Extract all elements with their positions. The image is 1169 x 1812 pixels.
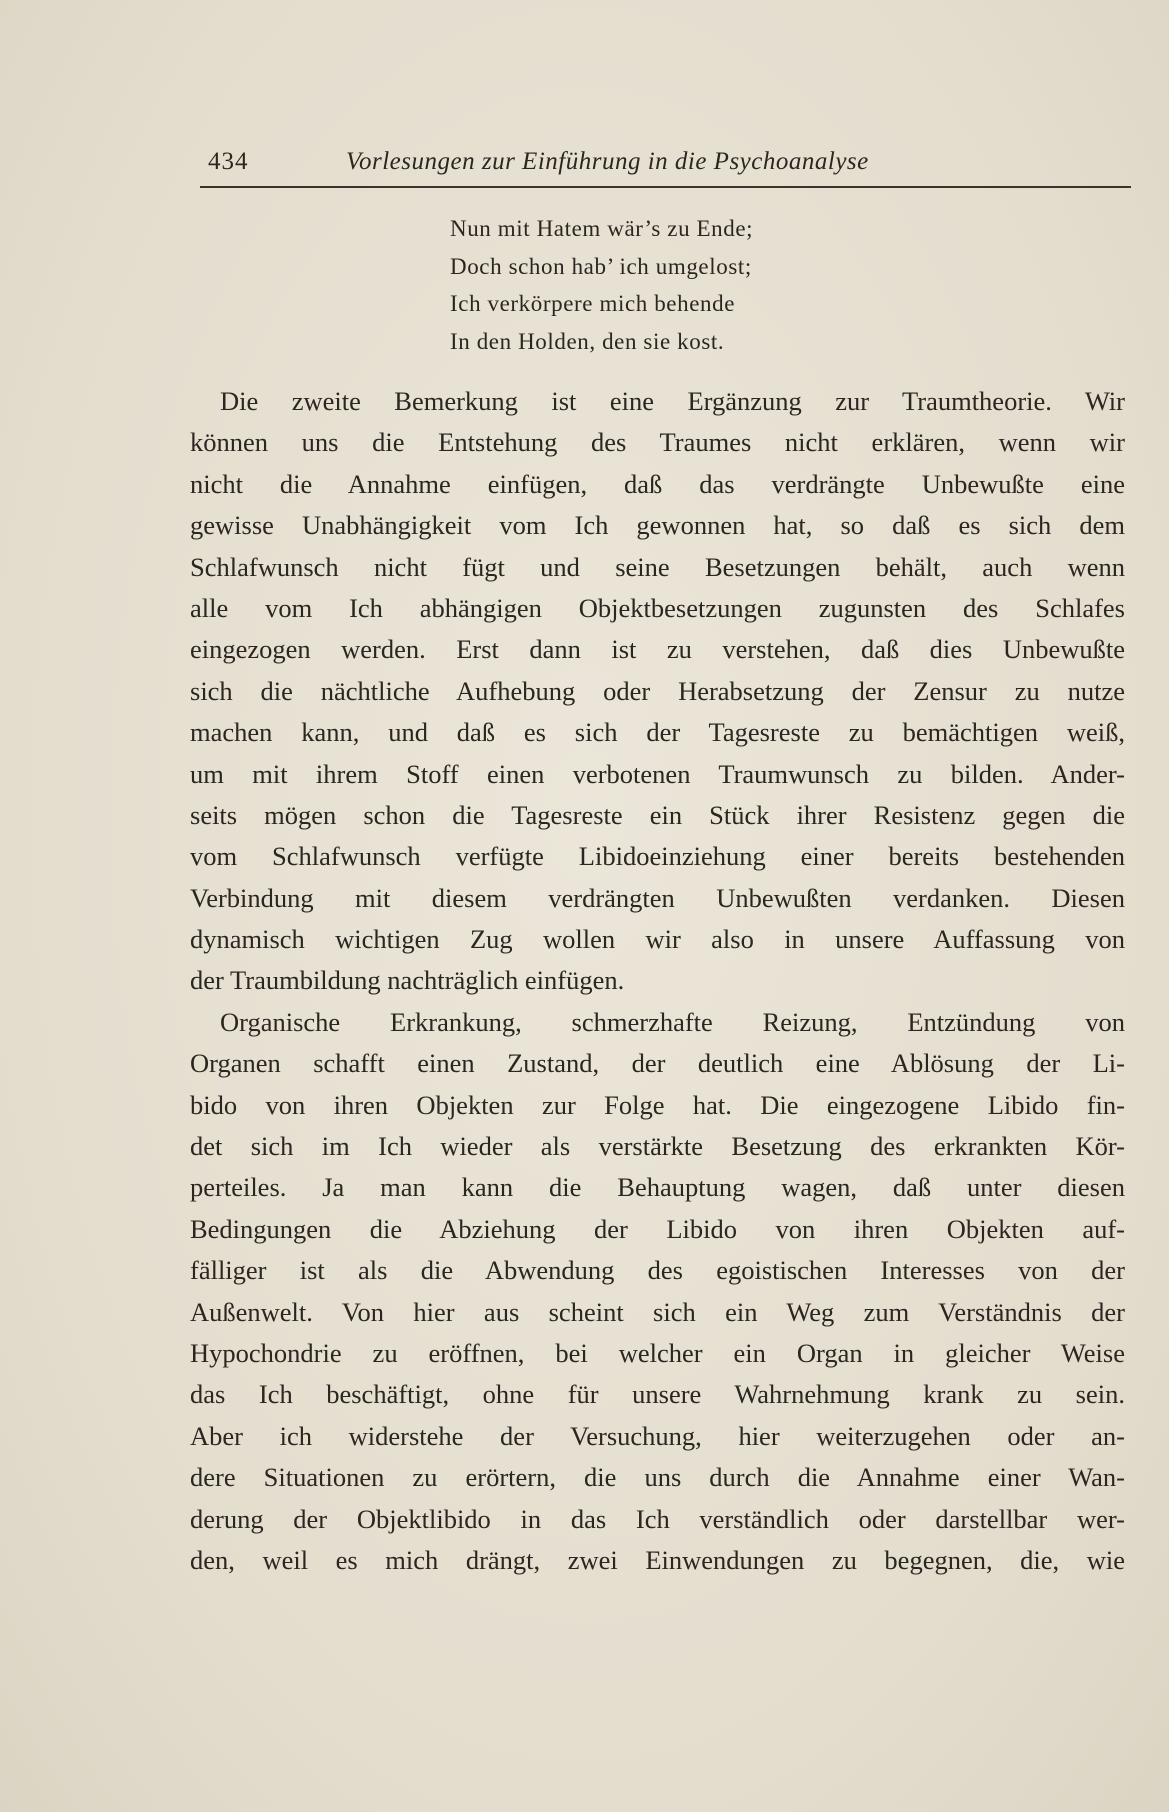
text-line: machen kann, und daß es sich der Tagesreste zu bemächtigen weiß,	[190, 717, 1125, 748]
text-line: Organen schafft einen Zustand, der deutlich eine Ablösung der Li-	[190, 1048, 1125, 1079]
text-line: seits mögen schon die Tagesreste ein Stück ihrer Resistenz gegen die	[190, 799, 1125, 830]
text-line: det sich im Ich wieder als verstärkte Besetzung des erkrankten Kör-	[190, 1131, 1125, 1162]
verse-line: In den Holden, den sie kost.	[450, 328, 725, 354]
text-line: Bedingungen die Abziehung der Libido von ihren Objekten auf-	[190, 1213, 1125, 1244]
text-line: perteiles. Ja man kann die Behauptung wagen, daß unter diesen	[190, 1172, 1125, 1203]
text-line: vom Schlafwunsch verfügte Libidoeinziehung einer bereits bestehenden	[190, 841, 1125, 872]
text-line: dynamisch wichtigen Zug wollen wir also in unsere Auffassung von	[190, 924, 1125, 955]
text-line: alle vom Ich abhängigen Objektbesetzungen zugunsten des Schlafes	[190, 592, 1125, 623]
text-line: derung der Objektlibido in das Ich verständlich oder darstellbar wer-	[190, 1503, 1125, 1534]
text-line: der Traumbildung nachträglich einfügen.	[190, 965, 625, 996]
running-head	[208, 148, 1131, 184]
verse-line: Nun mit Hatem wär’s zu Ende;	[450, 216, 754, 241]
text-line: Verbindung mit diesem verdrängten Unbewußten verdanken. Diesen	[190, 882, 1125, 913]
page-number: 434	[208, 148, 249, 175]
text-line: das Ich beschäftigt, ohne für unsere Wahrnehmung krank zu sein.	[190, 1379, 1125, 1410]
text-line: fälliger ist als die Abwendung des egoistischen Interesses von der	[190, 1255, 1125, 1286]
text-line: den, weil es mich drängt, zwei Einwendungen zu begegnen, die, wie	[190, 1544, 1125, 1575]
text-line: nicht die Annahme einfügen, daß das verdrängte Unbewußte eine	[190, 468, 1125, 499]
running-title: Vorlesungen zur Einführung in die Psychoanalyse	[346, 148, 869, 175]
text-line: bido von ihren Objekten zur Folge hat. Die eingezogene Libido fin-	[190, 1089, 1125, 1120]
text-line: gewisse Unabhängigkeit vom Ich gewonnen hat, so daß es sich dem	[190, 510, 1125, 541]
text-line: Hypochondrie zu eröffnen, bei welcher ein Organ in gleicher Weise	[190, 1337, 1125, 1368]
text-line: dere Situationen zu erörtern, die uns durch die Annahme einer Wan-	[190, 1462, 1125, 1493]
text-line: eingezogen werden. Erst dann ist zu verstehen, daß dies Unbewußte	[190, 634, 1125, 665]
verse-block	[450, 210, 970, 360]
paragraph-1	[190, 381, 1125, 1002]
text-line: können uns die Entstehung des Traumes nicht erklären, wenn wir	[190, 427, 1125, 458]
text-line: Die zweite Bemerkung ist eine Ergänzung zur Traumtheorie. Wir	[220, 386, 1125, 416]
header-rule	[200, 186, 1131, 188]
verse-line: Doch schon hab’ ich umgelost;	[450, 253, 752, 279]
text-line: Außenwelt. Von hier aus scheint sich ein Weg zum Verständnis der	[190, 1296, 1125, 1327]
text-line: sich die nächtliche Aufhebung oder Herabsetzung der Zensur zu nutze	[190, 675, 1125, 706]
text-line: Organische Erkrankung, schmerzhafte Reizung, Entzündung von	[220, 1006, 1125, 1037]
text-line: Aber ich widerstehe der Versuchung, hier weiterzugehen oder an-	[190, 1420, 1125, 1451]
paragraph-2	[190, 1002, 1125, 1581]
text-line: um mit ihrem Stoff einen verbotenen Traumwunsch zu bilden. Ander-	[190, 758, 1125, 789]
verse-line: Ich verkörpere mich behende	[450, 291, 736, 316]
body-text	[190, 381, 1125, 1581]
text-line: Schlafwunsch nicht fügt und seine Besetzungen behält, auch wenn	[190, 551, 1125, 582]
